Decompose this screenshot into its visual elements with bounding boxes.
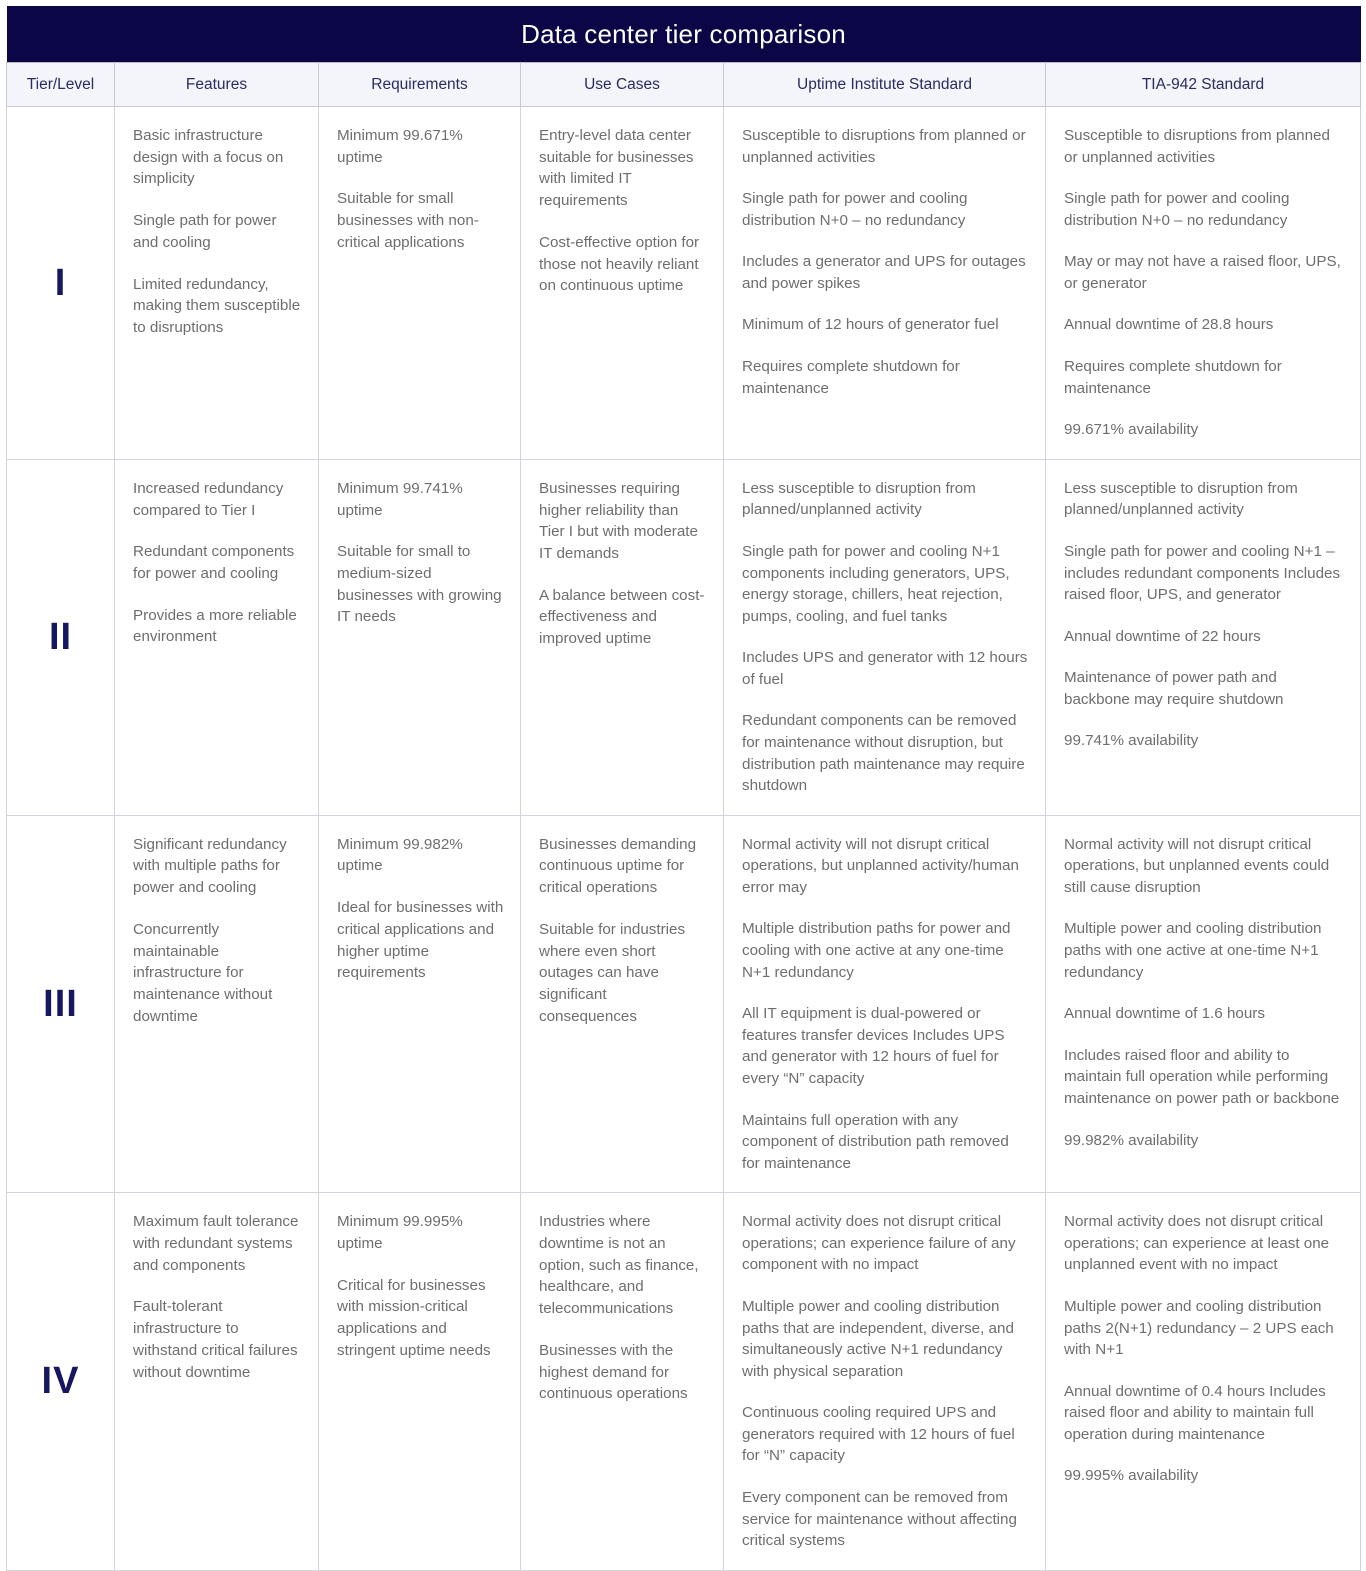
page-title: Data center tier comparison [7,6,1361,63]
cell-paragraph: 99.995% availability [1064,1467,1199,1485]
cell-paragraph: Requires complete shutdown for maintenance [1064,358,1282,397]
cell-paragraph: Minimum 99.741% uptime [337,479,463,519]
column-header-features: Features [115,63,319,107]
cell-paragraph: Redundant components for power and cooling [133,543,295,582]
requirements-cell [319,459,521,815]
features-cell [115,459,319,815]
uptime-institute-cell [724,815,1046,1193]
cell-paragraph: Less susceptible to disruption from planned/unplanned activity [1064,479,1298,519]
tier-level-cell [7,815,115,1193]
cell-paragraph: Normal activity does not disrupt critical operations; can experience at least one unplanned event with no impact [1064,1213,1330,1274]
cell-paragraph: All IT equipment is dual-powered or features transfer devices Includes UPS and generator with 12 hours of fuel for every “N” capacity [742,1005,1005,1087]
cell-paragraph: Annual downtime of 28.8 hours [1064,316,1274,334]
data-center-tier-comparison-table [6,6,1361,1571]
requirements-cell [319,815,521,1193]
features-cell [115,107,319,460]
cell-paragraph: Industries where downtime is not an option, such as finance, healthcare, and telecommunications [539,1213,699,1318]
cell-paragraph: Minimum 99.995% uptime [337,1213,463,1252]
cell-paragraph: Suitable for small businesses with non-critical applications [337,190,479,251]
table-header [7,6,1361,107]
tia-942-cell [1046,459,1361,815]
cell-paragraph: Multiple distribution paths for power and cooling with one active at any one-time N+1 redundancy [742,920,1011,981]
tier-numeral: I [54,261,67,304]
tier-numeral: III [43,982,78,1025]
cell-paragraph: Businesses requiring higher reliability than Tier I but with moderate IT demands [539,479,698,562]
cell-paragraph: Cost-effective option for those not heavily reliant on continuous uptime [539,233,700,295]
cell-paragraph: Multiple power and cooling distribution paths 2(N+1) redundancy – 2 UPS each with N+1 [1064,1297,1334,1359]
use-cases-cell [521,107,724,460]
cell-paragraph: Multiple power and cooling distribution paths with one active at one-time N+1 redundancy [1064,920,1322,981]
cell-paragraph: Redundant components can be removed for maintenance without disruption, but distribution path maintenance may require shutdown [742,712,1025,795]
column-header-requirements: Requirements [319,63,521,107]
requirements-cell [319,107,521,460]
cell-paragraph: Provides a more reliable environment [133,606,297,646]
cell-paragraph: Continuous cooling required UPS and generators required with 12 hours of fuel for “N” capacity [742,1404,1015,1465]
column-header-tier: Tier/Level [7,63,115,107]
cell-paragraph: Annual downtime of 1.6 hours [1064,1005,1265,1023]
cell-paragraph: 99.671% availability [1064,421,1199,439]
cell-paragraph: Increased redundancy compared to Tier I [133,479,284,519]
cell-paragraph: Single path for power and cooling N+1 – includes redundant components Includes raised floor, UPS, and generator [1064,542,1341,604]
tier-numeral: IV [41,1360,80,1403]
tier-numeral: II [48,616,73,659]
cell-paragraph: Critical for businesses with mission-critical applications and stringent uptime needs [337,1276,491,1359]
uptime-institute-cell [724,459,1046,815]
column-header-uptime-institute: Uptime Institute Standard [724,63,1046,107]
cell-paragraph: Susceptible to disruptions from planned or unplanned activities [1064,127,1330,166]
table-row [7,815,1361,1193]
table-title-row [7,6,1361,63]
cell-paragraph: A balance between cost-effectiveness and improved uptime [539,586,705,648]
tier-level-cell [7,459,115,815]
cell-paragraph: Concurrently maintainable infrastructure for maintenance without downtime [133,920,273,1025]
cell-paragraph: Susceptible to disruptions from planned or unplanned activities [742,127,1026,166]
cell-paragraph: Includes UPS and generator with 12 hours of fuel [742,649,1028,688]
cell-paragraph: Annual downtime of 0.4 hours Includes raised floor and ability to maintain full operation during maintenance [1064,1382,1326,1443]
table-body [7,107,1361,1571]
cell-paragraph: Includes raised floor and ability to maintain full operation while performing maintenance on power path or backbone [1064,1046,1340,1107]
column-header-row [7,63,1361,107]
cell-paragraph: Every component can be removed from service for maintenance without affecting critical systems [742,1489,1017,1550]
cell-paragraph: Entry-level data center suitable for businesses with limited IT requirements [539,127,694,210]
cell-paragraph: Minimum 99.982% uptime [337,835,463,875]
cell-paragraph: Fault-tolerant infrastructure to withstand critical failures without downtime [133,1298,298,1381]
cell-paragraph: Significant redundancy with multiple paths for power and cooling [133,835,287,897]
column-header-use-cases: Use Cases [521,63,724,107]
cell-paragraph: Limited redundancy, making them susceptible to disruptions [133,275,301,337]
cell-paragraph: Businesses with the highest demand for continuous operations [539,1341,688,1403]
cell-paragraph: May or may not have a raised floor, UPS, or generator [1064,253,1341,292]
cell-paragraph: Ideal for businesses with critical applications and higher uptime requirements [337,899,504,982]
cell-paragraph: Basic infrastructure design with a focus on simplicity [133,127,284,188]
cell-paragraph: Requires complete shutdown for maintenance [742,358,960,397]
uptime-institute-cell [724,107,1046,460]
cell-paragraph: Minimum of 12 hours of generator fuel [742,316,999,334]
cell-paragraph: 99.741% availability [1064,732,1199,750]
cell-paragraph: Annual downtime of 22 hours [1064,627,1261,645]
cell-paragraph: Maximum fault tolerance with redundant systems and components [133,1213,299,1274]
tier-level-cell [7,107,115,460]
cell-paragraph: Normal activity does not disrupt critical operations; can experience failure of any component with no impact [742,1213,1016,1274]
cell-paragraph: Single path for power and cooling [133,212,277,251]
cell-paragraph: Suitable for industries where even short outages can have significant consequences [539,920,686,1025]
cell-paragraph: Single path for power and cooling N+1 components including generators, UPS, energy storage, chillers, heat rejection, pumps, cooling, and fuel tanks [742,542,1010,625]
cell-paragraph: 99.982% availability [1064,1131,1199,1149]
cell-paragraph: Less susceptible to disruption from planned/unplanned activity [742,479,976,519]
tia-942-cell [1046,815,1361,1193]
cell-paragraph: Multiple power and cooling distribution paths that are independent, diverse, and simultaneously active N+1 redundancy with physical separation [742,1297,1014,1380]
cell-paragraph: Single path for power and cooling distribution N+0 – no redundancy [1064,190,1290,229]
cell-paragraph: Minimum 99.671% uptime [337,127,463,166]
table-row [7,107,1361,460]
column-header-tia-942: TIA-942 Standard [1046,63,1361,107]
cell-paragraph: Businesses demanding continuous uptime for critical operations [539,835,697,897]
cell-paragraph: Maintenance of power path and backbone may require shutdown [1064,669,1284,708]
tia-942-cell [1046,107,1361,460]
cell-paragraph: Single path for power and cooling distribution N+0 – no redundancy [742,190,968,229]
use-cases-cell [521,459,724,815]
table-row [7,459,1361,815]
use-cases-cell [521,815,724,1193]
cell-paragraph: Normal activity will not disrupt critical operations, but unplanned events could still cause disruption [1064,835,1330,896]
cell-paragraph: Suitable for small to medium-sized businesses with growing IT needs [337,543,502,626]
cell-paragraph: Maintains full operation with any component of distribution path removed for maintenance [742,1111,1009,1172]
cell-paragraph: Includes a generator and UPS for outages and power spikes [742,253,1026,292]
features-cell [115,815,319,1193]
cell-paragraph: Normal activity will not disrupt critical operations, but unplanned activity/human error may [742,835,1019,896]
